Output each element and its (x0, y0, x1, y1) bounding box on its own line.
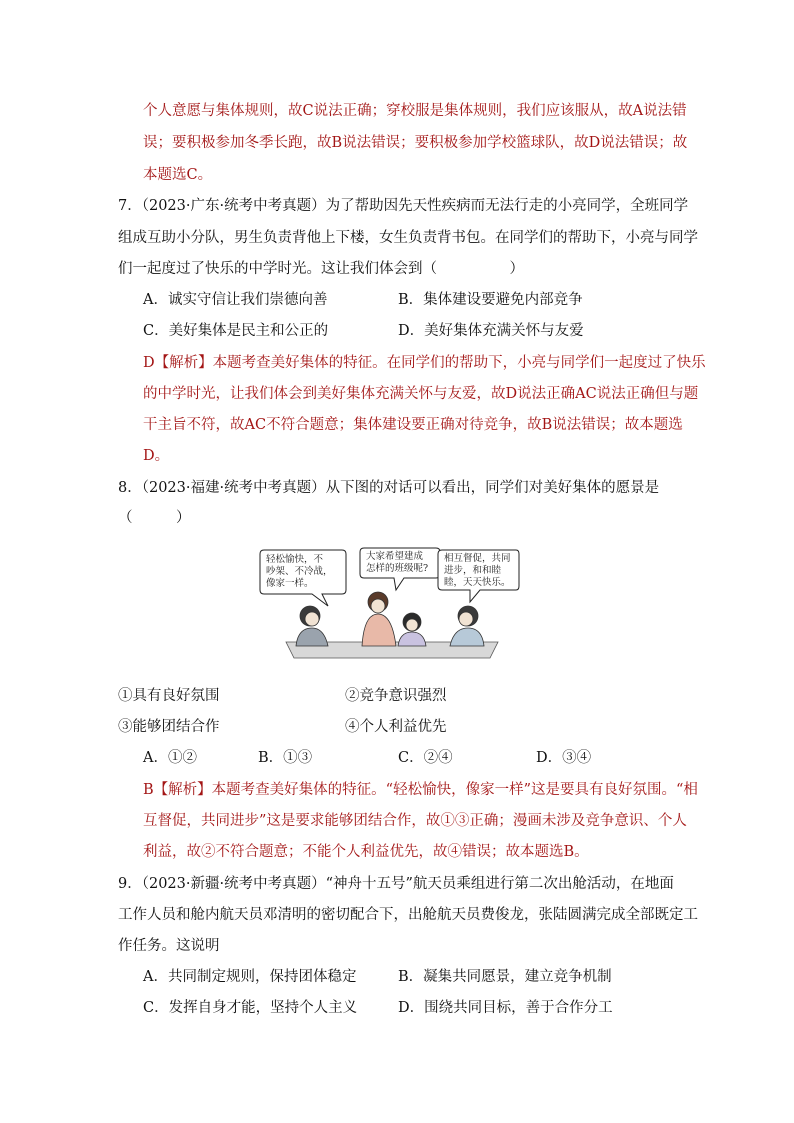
q8-item-4: ④个人利益优先 (345, 719, 447, 735)
q7-option-c: C．美好集体是民主和公正的 (143, 323, 329, 339)
bubble-middle-text: 大家希望建成 怎样的班级呢? (366, 551, 429, 574)
q7-answer-line-2: 的中学时光，让我们体会到美好集体充满关怀与友爱，故D说法正确AC说法正确但与题 (143, 386, 699, 402)
q8-item-2: ②竞争意识强烈 (345, 688, 447, 704)
q7-answer-line-4: D。 (143, 448, 170, 464)
q8-option-d: D．③④ (536, 750, 592, 766)
q9-stem-line-3: 作任务。这说明 (118, 938, 220, 954)
q9-stem-line-2: 工作人员和舱内航天员邓清明的密切配合下，出舱航天员费俊龙，张陆圆满完成全部既定工 (118, 907, 698, 923)
q8-stem-line-1: 8．（2023·福建·统考中考真题）从下图的对话可以看出，同学们对美好集体的愿景是 (118, 480, 660, 496)
teacher-middle (362, 592, 396, 646)
q7-option-b: B．集体建设要避免内部竞争 (398, 292, 583, 308)
student-right (450, 606, 484, 646)
q7-stem-line-3: 们一起度过了快乐的中学时光。这让我们体会到（ ） (118, 261, 524, 277)
q6-answer-line-3: 本题选C。 (143, 167, 213, 183)
q6-answer-line-1: 个人意愿与集体规则，故C说法正确；穿校服是集体规则，我们应该服从，故A说法错 (143, 103, 687, 119)
q8-cartoon-illustration (258, 546, 520, 664)
q7-option-a: A．诚实守信让我们崇德向善 (143, 292, 328, 308)
q8-answer-line-2: 互督促，共同进步”这是要求能够团结合作，故①③正确；漫画未涉及竞争意识、个人 (143, 813, 687, 829)
q8-option-a: A．①② (143, 750, 197, 766)
q9-option-c: C．发挥自身才能，坚持个人主义 (143, 1000, 358, 1016)
q8-answer-line-3: 利益，故②不符合题意；不能个人利益优先，故④错误；故本题选B。 (143, 844, 589, 860)
q8-option-b: B．①③ (258, 750, 313, 766)
bubble-left-text: 轻松愉快，不 吵架、不冷战， 像家一样。 (266, 554, 333, 589)
q8-answer-line-1: B【解析】本题考查美好集体的特征。“轻松愉快，像家一样”这是要具有良好氛围。“相 (143, 782, 698, 798)
q8-option-c: C．②④ (398, 750, 453, 766)
bubble-right-text: 相互督促，共同 进步，和和睦 睦，天天快乐。 (444, 553, 511, 588)
q8-item-3: ③能够团结合作 (118, 719, 220, 735)
q6-answer-line-2: 误；要积极参加冬季长跑，故B说法错误；要积极参加学校篮球队，故D说法错误；故 (143, 135, 688, 151)
q7-stem-line-2: 组成互助小分队，男生负责背他上下楼，女生负责背书包。在同学们的帮助下，小亮与同学 (118, 230, 698, 246)
q9-option-d: D．围绕共同目标，善于合作分工 (398, 1000, 613, 1016)
q8-stem-line-2: （ ） (118, 510, 191, 526)
student-girl (398, 613, 426, 646)
q7-answer-line-3: 干主旨不符，故AC不符合题意；集体建设要正确对待竞争，故B说法错误；故本题选 (143, 417, 683, 433)
q8-item-1: ①具有良好氛围 (118, 688, 220, 704)
q7-stem-line-1: 7．（2023·广东·统考中考真题）为了帮助因先天性疾病而无法行走的小亮同学，全班同学 (118, 198, 689, 214)
q9-option-b: B．凝集共同愿景，建立竞争机制 (398, 969, 612, 985)
q9-option-a: A．共同制定规则，保持团体稳定 (143, 969, 357, 985)
q7-option-d: D．美好集体充满关怀与友爱 (398, 323, 584, 339)
student-left (296, 606, 328, 646)
q7-answer-line-1: D【解析】本题考查美好集体的特征。在同学们的帮助下，小亮与同学们一起度过了快乐 (143, 355, 706, 371)
q9-stem-line-1: 9．（2023·新疆·统考中考真题）“神舟十五号”航天员乘组进行第二次出舱活动，在地面 (118, 876, 674, 892)
